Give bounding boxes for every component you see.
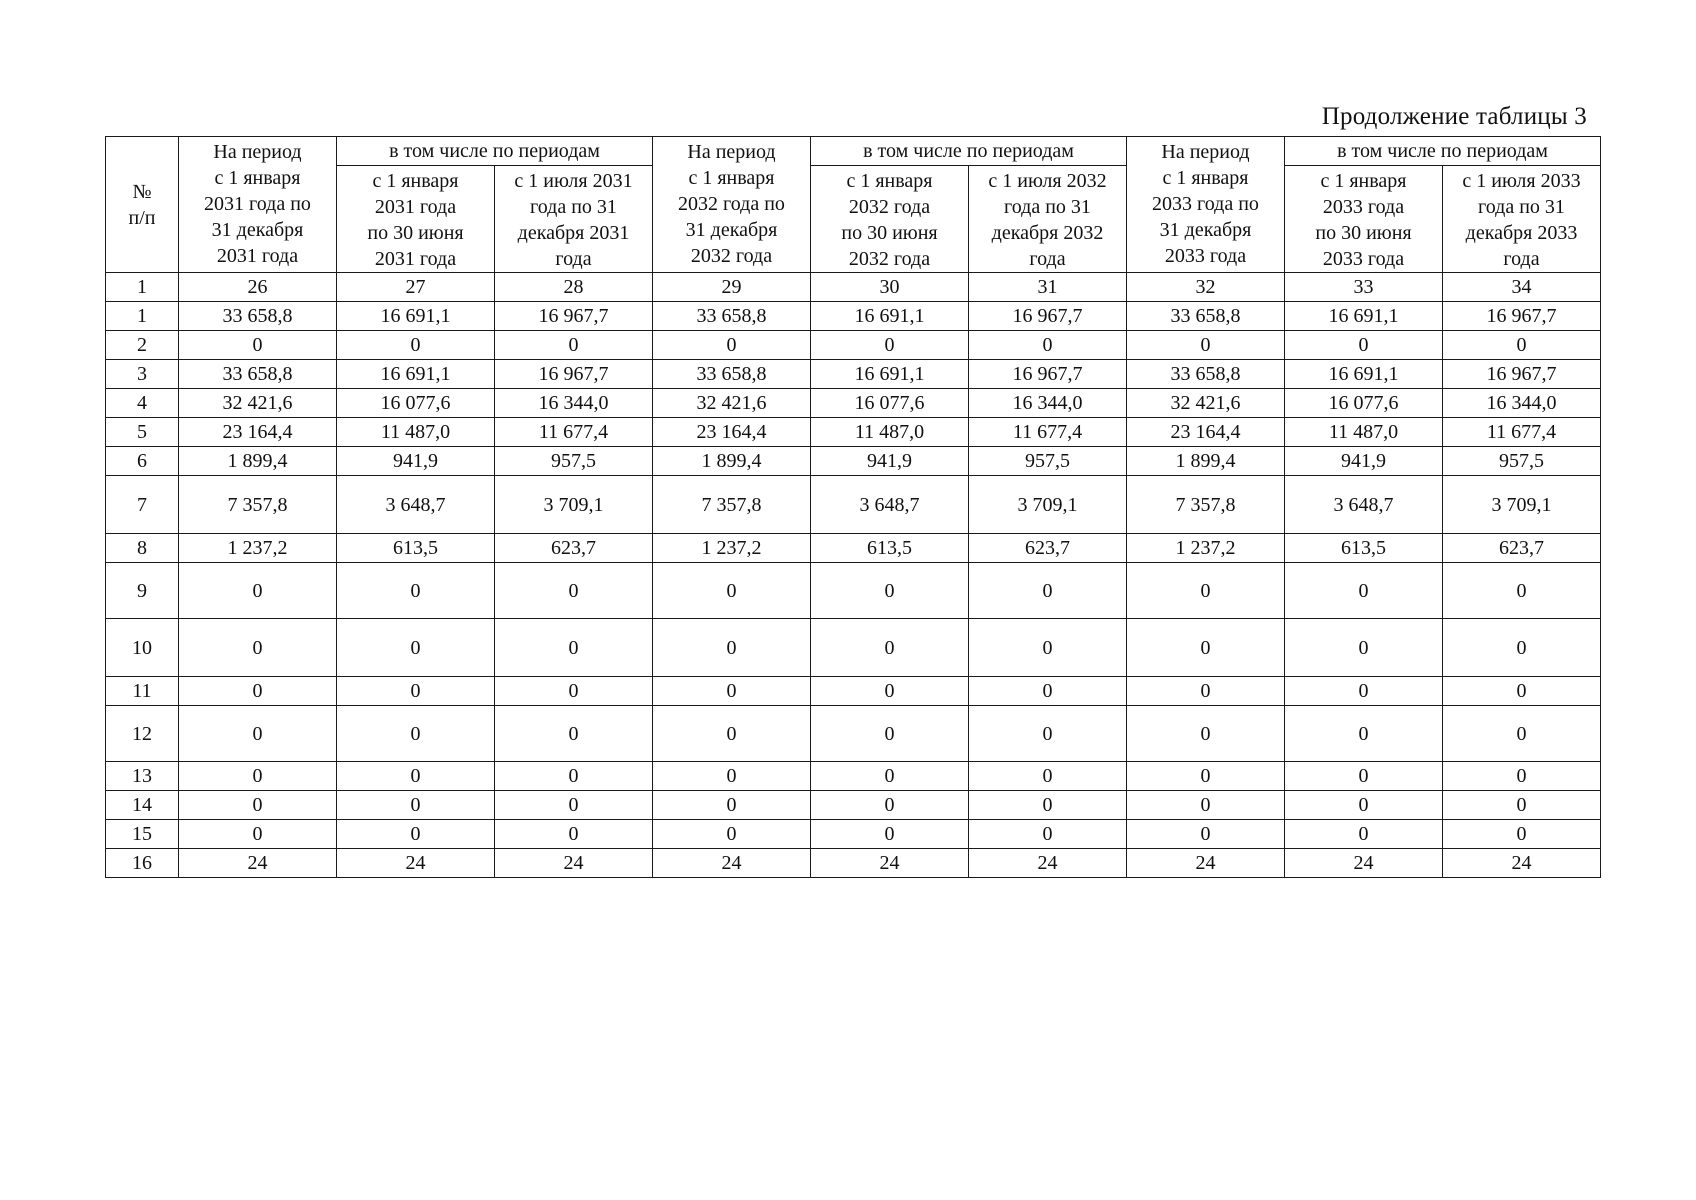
table-cell: 16 344,0 xyxy=(495,389,653,418)
table-cell: 957,5 xyxy=(1443,447,1601,476)
table-cell: 3 648,7 xyxy=(1285,476,1443,534)
table-cell: 32 421,6 xyxy=(653,389,811,418)
column-number-cell: 33 xyxy=(1285,273,1443,302)
table-cell: 32 421,6 xyxy=(179,389,337,418)
table-cell: 0 xyxy=(1285,706,1443,762)
table-cell: 1 237,2 xyxy=(179,534,337,563)
table-cell: 11 487,0 xyxy=(1285,418,1443,447)
table-cell: 0 xyxy=(1443,706,1601,762)
table-cell: 33 658,8 xyxy=(1127,302,1285,331)
table-cell: 33 658,8 xyxy=(1127,360,1285,389)
row-number-cell: 12 xyxy=(106,706,179,762)
header-total-2033: На период с 1 января 2033 года по 31 декабря 2033 года xyxy=(1127,137,1285,273)
table-cell: 3 709,1 xyxy=(1443,476,1601,534)
table-cell: 16 691,1 xyxy=(1285,302,1443,331)
table-cell: 1 899,4 xyxy=(1127,447,1285,476)
table-cell: 941,9 xyxy=(337,447,495,476)
table-caption: Продолжение таблицы 3 xyxy=(1321,103,1587,130)
header-h1-2032: с 1 января 2032 года по 30 июня 2032 года xyxy=(811,166,969,273)
table-cell: 0 xyxy=(179,791,337,820)
table-row xyxy=(106,418,1601,447)
header-subgroup-2031: в том числе по периодам xyxy=(337,137,653,166)
table-cell: 957,5 xyxy=(495,447,653,476)
table-cell: 0 xyxy=(1285,791,1443,820)
table-row xyxy=(106,302,1601,331)
table-cell: 0 xyxy=(179,563,337,619)
header-h1-2033: с 1 января 2033 года по 30 июня 2033 года xyxy=(1285,166,1443,273)
table-cell: 33 658,8 xyxy=(179,360,337,389)
table-cell: 0 xyxy=(653,791,811,820)
table-cell: 0 xyxy=(337,791,495,820)
table-cell: 0 xyxy=(495,706,653,762)
row-number-cell: 1 xyxy=(106,302,179,331)
table-cell: 24 xyxy=(179,849,337,878)
table-cell: 16 967,7 xyxy=(969,360,1127,389)
table-cell: 623,7 xyxy=(969,534,1127,563)
table-cell: 0 xyxy=(1127,331,1285,360)
table-cell: 0 xyxy=(653,563,811,619)
row-number-cell: 13 xyxy=(106,762,179,791)
column-number-cell: 29 xyxy=(653,273,811,302)
table-cell: 0 xyxy=(1127,791,1285,820)
table-cell: 0 xyxy=(653,762,811,791)
table-cell: 24 xyxy=(811,849,969,878)
table-cell: 0 xyxy=(811,706,969,762)
table-cell: 0 xyxy=(653,677,811,706)
table-row xyxy=(106,849,1601,878)
table-cell: 7 357,8 xyxy=(1127,476,1285,534)
row-number-cell: 9 xyxy=(106,563,179,619)
header-h1-2031: с 1 января 2031 года по 30 июня 2031 года xyxy=(337,166,495,273)
table-cell: 24 xyxy=(1443,849,1601,878)
table-cell: 0 xyxy=(495,762,653,791)
row-number-cell: 5 xyxy=(106,418,179,447)
table-cell: 957,5 xyxy=(969,447,1127,476)
table-row xyxy=(106,360,1601,389)
table-cell: 0 xyxy=(811,619,969,677)
column-number-cell: 30 xyxy=(811,273,969,302)
table-cell: 0 xyxy=(337,706,495,762)
row-number-cell: 15 xyxy=(106,820,179,849)
table-cell: 0 xyxy=(495,820,653,849)
table-cell: 24 xyxy=(969,849,1127,878)
table-cell: 0 xyxy=(337,677,495,706)
table-row xyxy=(106,820,1601,849)
row-number-cell: 4 xyxy=(106,389,179,418)
table-cell: 23 164,4 xyxy=(179,418,337,447)
table-cell: 0 xyxy=(1127,563,1285,619)
table-row xyxy=(106,677,1601,706)
table-cell: 0 xyxy=(495,619,653,677)
table-cell: 0 xyxy=(969,331,1127,360)
table-cell: 16 077,6 xyxy=(1285,389,1443,418)
table-cell: 23 164,4 xyxy=(653,418,811,447)
row-number-cell: 3 xyxy=(106,360,179,389)
table-cell: 0 xyxy=(1443,677,1601,706)
table-body xyxy=(106,273,1601,878)
table-cell: 0 xyxy=(179,677,337,706)
header-total-2032: На период с 1 января 2032 года по 31 декабря 2032 года xyxy=(653,137,811,273)
table-cell: 941,9 xyxy=(811,447,969,476)
table-cell: 0 xyxy=(811,331,969,360)
data-table xyxy=(105,136,1601,878)
table-cell: 0 xyxy=(969,820,1127,849)
table-cell: 0 xyxy=(1443,820,1601,849)
table-cell: 16 967,7 xyxy=(1443,302,1601,331)
table-cell: 0 xyxy=(337,331,495,360)
table-cell: 623,7 xyxy=(1443,534,1601,563)
row-number-cell: 14 xyxy=(106,791,179,820)
table-row xyxy=(106,619,1601,677)
table-cell: 3 709,1 xyxy=(495,476,653,534)
table-row xyxy=(106,791,1601,820)
column-number-cell: 26 xyxy=(179,273,337,302)
table-cell: 7 357,8 xyxy=(179,476,337,534)
table-row xyxy=(106,762,1601,791)
row-number-cell: 6 xyxy=(106,447,179,476)
table-cell: 0 xyxy=(1285,677,1443,706)
table-row xyxy=(106,706,1601,762)
table-cell: 24 xyxy=(337,849,495,878)
column-number-cell: 32 xyxy=(1127,273,1285,302)
table-cell: 0 xyxy=(1127,820,1285,849)
table-row xyxy=(106,534,1601,563)
table-cell: 0 xyxy=(337,762,495,791)
table-cell: 16 077,6 xyxy=(811,389,969,418)
table-cell: 1 237,2 xyxy=(653,534,811,563)
header-h2-2033: с 1 июля 2033 года по 31 декабря 2033 года xyxy=(1443,166,1601,273)
table-cell: 0 xyxy=(969,762,1127,791)
table-cell: 11 677,4 xyxy=(969,418,1127,447)
table-cell: 0 xyxy=(811,762,969,791)
table-row xyxy=(106,476,1601,534)
table-cell: 0 xyxy=(969,706,1127,762)
table-cell: 3 648,7 xyxy=(811,476,969,534)
table-cell: 0 xyxy=(337,619,495,677)
table-cell: 613,5 xyxy=(811,534,969,563)
column-number-cell: 28 xyxy=(495,273,653,302)
table-cell: 16 344,0 xyxy=(969,389,1127,418)
column-number-cell: 31 xyxy=(969,273,1127,302)
table-cell: 0 xyxy=(337,820,495,849)
table-cell: 0 xyxy=(1285,619,1443,677)
table-cell: 7 357,8 xyxy=(653,476,811,534)
table-cell: 941,9 xyxy=(1285,447,1443,476)
table-cell: 33 658,8 xyxy=(653,360,811,389)
table-cell: 0 xyxy=(811,791,969,820)
table-cell: 0 xyxy=(495,563,653,619)
column-number-row xyxy=(106,273,1601,302)
table-cell: 0 xyxy=(1443,762,1601,791)
table-cell: 16 077,6 xyxy=(337,389,495,418)
table-cell: 0 xyxy=(337,563,495,619)
row-number-cell: 16 xyxy=(106,849,179,878)
header-total-2031: На период с 1 января 2031 года по 31 декабря 2031 года xyxy=(179,137,337,273)
table-cell: 33 658,8 xyxy=(179,302,337,331)
table-cell: 16 967,7 xyxy=(495,360,653,389)
table-cell: 24 xyxy=(495,849,653,878)
table-cell: 0 xyxy=(1443,563,1601,619)
row-number-cell: 2 xyxy=(106,331,179,360)
table-cell: 1 237,2 xyxy=(1127,534,1285,563)
header-subgroup-2032: в том числе по периодам xyxy=(811,137,1127,166)
table-cell: 16 691,1 xyxy=(811,360,969,389)
table-cell: 0 xyxy=(1127,706,1285,762)
table-cell: 33 658,8 xyxy=(653,302,811,331)
table-cell: 0 xyxy=(495,791,653,820)
table-cell: 0 xyxy=(1285,563,1443,619)
table-cell: 0 xyxy=(1443,619,1601,677)
table-cell: 0 xyxy=(179,706,337,762)
table-cell: 0 xyxy=(811,677,969,706)
table-cell: 16 344,0 xyxy=(1443,389,1601,418)
table-cell: 3 648,7 xyxy=(337,476,495,534)
table-cell: 0 xyxy=(1127,762,1285,791)
table-cell: 0 xyxy=(1443,791,1601,820)
table-cell: 0 xyxy=(811,563,969,619)
table-cell: 0 xyxy=(653,820,811,849)
table-cell: 0 xyxy=(1127,677,1285,706)
table-cell: 0 xyxy=(653,706,811,762)
table-cell: 11 487,0 xyxy=(811,418,969,447)
header-num-col: № п/п xyxy=(106,137,179,273)
table-cell: 24 xyxy=(653,849,811,878)
table-cell: 16 691,1 xyxy=(1285,360,1443,389)
table-cell: 1 899,4 xyxy=(653,447,811,476)
table-cell: 1 899,4 xyxy=(179,447,337,476)
table-cell: 24 xyxy=(1285,849,1443,878)
header-h2-2032: с 1 июля 2032 года по 31 декабря 2032 года xyxy=(969,166,1127,273)
table-cell: 0 xyxy=(1285,331,1443,360)
table-cell: 0 xyxy=(495,677,653,706)
table-cell: 0 xyxy=(811,820,969,849)
table-cell: 0 xyxy=(1443,331,1601,360)
table-cell: 0 xyxy=(1285,820,1443,849)
table-cell: 0 xyxy=(969,619,1127,677)
table-cell: 16 691,1 xyxy=(337,302,495,331)
table-cell: 613,5 xyxy=(337,534,495,563)
table-cell: 0 xyxy=(969,563,1127,619)
table-cell: 0 xyxy=(179,331,337,360)
table-cell: 23 164,4 xyxy=(1127,418,1285,447)
row-number-cell: 7 xyxy=(106,476,179,534)
table-cell: 0 xyxy=(495,331,653,360)
table-cell: 32 421,6 xyxy=(1127,389,1285,418)
table-row xyxy=(106,563,1601,619)
table-cell: 0 xyxy=(179,619,337,677)
table-cell: 16 967,7 xyxy=(495,302,653,331)
table-cell: 0 xyxy=(969,791,1127,820)
table-cell: 11 677,4 xyxy=(1443,418,1601,447)
table-cell: 0 xyxy=(653,619,811,677)
table-cell: 0 xyxy=(179,762,337,791)
table-cell: 3 709,1 xyxy=(969,476,1127,534)
table-cell: 24 xyxy=(1127,849,1285,878)
table-cell: 16 967,7 xyxy=(969,302,1127,331)
table-row xyxy=(106,389,1601,418)
table-cell: 11 487,0 xyxy=(337,418,495,447)
table-cell: 0 xyxy=(1285,762,1443,791)
table-cell: 16 691,1 xyxy=(337,360,495,389)
column-number-cell: 34 xyxy=(1443,273,1601,302)
row-number-cell: 10 xyxy=(106,619,179,677)
table-cell: 623,7 xyxy=(495,534,653,563)
table-cell: 0 xyxy=(969,677,1127,706)
table-cell: 11 677,4 xyxy=(495,418,653,447)
table-cell: 0 xyxy=(1127,619,1285,677)
column-number-cell: 27 xyxy=(337,273,495,302)
table-cell: 16 691,1 xyxy=(811,302,969,331)
header-subgroup-2033: в том числе по периодам xyxy=(1285,137,1601,166)
table-cell: 0 xyxy=(653,331,811,360)
table-cell: 613,5 xyxy=(1285,534,1443,563)
table-cell: 0 xyxy=(179,820,337,849)
row-number-cell: 8 xyxy=(106,534,179,563)
table-cell: 16 967,7 xyxy=(1443,360,1601,389)
row-number-cell: 11 xyxy=(106,677,179,706)
table-row xyxy=(106,447,1601,476)
header-row-top xyxy=(106,137,1601,166)
table-row xyxy=(106,331,1601,360)
header-h2-2031: с 1 июля 2031 года по 31 декабря 2031 года xyxy=(495,166,653,273)
column-number-cell: 1 xyxy=(106,273,179,302)
